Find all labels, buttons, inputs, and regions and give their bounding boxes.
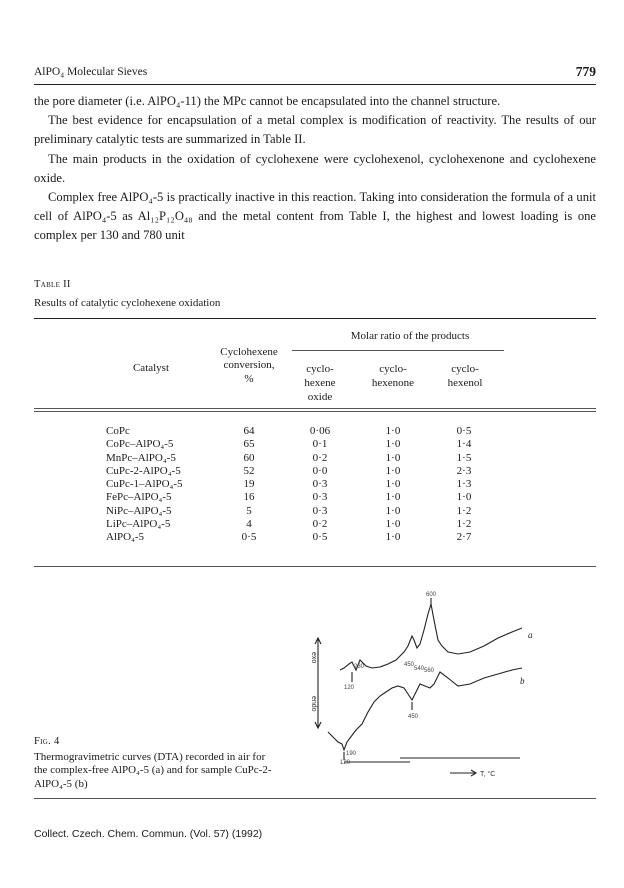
table-cell-hexenone: 1·0 [385,464,401,477]
conversion-column [219,425,279,545]
table-cell-oxide: 0·5 [312,531,328,544]
header-hexenone-2: hexenone [371,377,415,389]
table-cell-oxide: 0·2 [312,451,328,464]
table-cell-hexenol: 1·2 [456,504,472,517]
table-cell-conversion: 52 [243,464,255,477]
table-cell-hexenone: 1·0 [385,478,401,491]
curve-a-label: a [528,630,533,640]
table-label: Table II [34,279,71,290]
peak-label: 600 [426,592,437,598]
table-cell-hexenone: 1·0 [385,518,401,531]
peak-label: 560 [424,668,435,674]
header-conversion-2: conversion, [223,359,275,371]
table-cell-hexenol: 2·3 [456,464,472,477]
table-cell-oxide: 0·06 [309,425,331,437]
table-cell-oxide: 0·2 [312,518,328,531]
header-oxide-3: oxide [307,391,333,403]
header-group-rule [292,350,504,351]
table-cell-oxide: 0·3 [312,504,328,517]
table-cell-catalyst: LiPc–AlPO₄-5 [106,518,171,531]
table-cell-oxide: 0·3 [312,491,328,504]
table-cell-hexenone: 1·0 [385,531,401,544]
header-oxide-1: cyclo- [306,363,334,375]
peak-label: 540 [414,666,425,672]
curve-b [328,668,522,750]
table-cell-conversion: 16 [243,491,255,504]
figure-caption: Thermogravimetric curves (DTA) recorded in air for the complex-free AlPO₄-5 (a) and for sample CuPc-2-AlPO₄-5 (b) [34,751,272,790]
running-head-title: AlPO₄ Molecular Sieves [34,66,148,78]
paragraph: The main products in the oxidation of cyclohexene were cyclohexenol, cyclohexenone and cyclohexene oxide. [34,151,596,185]
header-catalyst: Catalyst [132,362,170,374]
running-head [34,66,596,82]
header-conversion-3: % [244,373,254,385]
curve-b-label: b [520,676,525,686]
hexenone-column [363,425,423,545]
curve-a [340,604,522,670]
table-cell-hexenol: 1·2 [456,518,472,531]
table-cell-conversion: 65 [243,438,255,451]
table-cell-hexenone: 1·0 [385,504,401,517]
table-cell-hexenone: 1·0 [385,451,401,464]
peak-label: 120 [344,685,355,691]
table-cell-hexenol: 1·0 [456,491,472,504]
table-cell-oxide: 0·1 [312,438,328,451]
header-conversion-1: Cyclohexene [220,346,278,358]
table-top-rule [34,318,596,319]
table-cell-catalyst: FePc–AlPO₄-5 [106,491,172,504]
dta-figure [300,588,540,788]
axis-label: T, °C [480,771,496,778]
table-cell-conversion: 60 [243,451,255,464]
table-cell-catalyst: MnPc–AlPO₄-5 [106,451,176,464]
table-cell-conversion: 64 [243,425,255,437]
table-bottom-rule [34,566,596,567]
table-cell-hexenol: 0·5 [456,425,472,437]
table-caption: Results of catalytic cyclohexene oxidation [34,297,221,309]
paragraph: The best evidence for encapsulation of a metal complex is modification of reactivity. The results of our preliminary catalytic tests are summarized in Table II. [34,113,596,147]
header-hexenol-1: cyclo- [451,363,479,375]
table-cell-hexenone: 1·0 [385,425,401,437]
paragraph: Complex free AlPO₄-5 is practically inactive in this reaction. Taking into consideration the formula of a unit cell of AlPO₄-5 as Al₁₂P₁₂O₄₈ and the metal content from Table I, the highest and lowest loading is one complex per 130 and 780 unit [34,190,596,243]
table-cell-hexenol: 1·5 [456,451,472,464]
table-cell-hexenol: 1·4 [456,438,472,451]
header-rule-2 [34,411,596,412]
header-hexenone-1: cyclo- [379,363,407,375]
peak-label: 230 [354,664,365,670]
table-cell-catalyst: CuPc-2-AlPO₄-5 [106,464,181,477]
table-cell-hexenol: 1·3 [456,478,472,491]
header-hexenol-2: hexenol [447,377,483,389]
figure-label: Fig. 4 [34,736,60,747]
body-text [34,92,596,246]
table-cell-conversion: 0·5 [241,531,257,544]
table-cell-conversion: 19 [243,478,255,491]
header-rule [34,84,596,85]
peak-label: 120 [340,760,351,766]
footer-citation: Collect. Czech. Chem. Commun. (Vol. 57) (1992) [34,828,263,840]
table-cell-conversion: 4 [246,518,252,531]
table-cell-hexenol: 2·7 [456,531,472,544]
table-cell-catalyst: CoPc [106,425,130,437]
paragraph: the pore diameter (i.e. AlPO₄-11) the MPc cannot be encapsulated into the channel structure. [34,94,501,108]
header-oxide-2: hexene [304,377,336,389]
oxide-column [290,425,350,545]
table-cell-catalyst: AlPO₄-5 [106,531,145,544]
table-cell-hexenone: 1·0 [385,438,401,451]
header-rule-1 [34,408,596,409]
footer-rule [34,798,596,799]
peak-label: 450 [404,662,415,668]
page-number: 779 [575,64,596,79]
header-molar-ratio: Molar ratio of the products [350,330,470,342]
endo-label: endo [310,696,317,712]
exo-label: exo [310,652,317,664]
table-cell-catalyst: NiPc–AlPO₄-5 [106,504,172,517]
peak-label: 190 [346,751,357,757]
table-cell-oxide: 0·3 [312,478,328,491]
table-cell-conversion: 5 [246,504,252,517]
hexenol-column [434,425,494,545]
table-cell-oxide: 0·0 [312,464,328,477]
peak-label: 450 [408,714,419,720]
table-cell-catalyst: CuPc-1–AlPO₄-5 [106,478,183,491]
table-cell-hexenone: 1·0 [385,491,401,504]
table-cell-catalyst: CoPc–AlPO₄-5 [106,438,174,451]
